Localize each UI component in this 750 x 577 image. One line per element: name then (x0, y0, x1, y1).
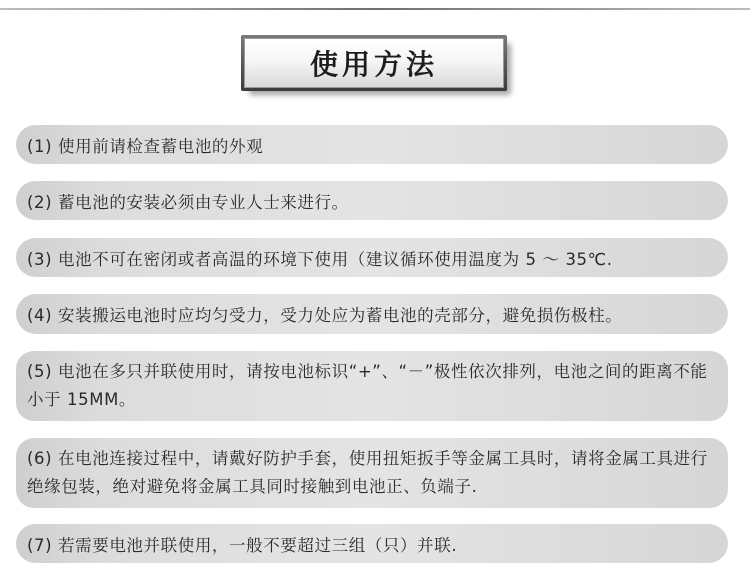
instruction-text-6: (6) 在电池连接过程中，请戴好防护手套，使用扭矩扳手等金属工具时，请将金属工具进行绝缘包装，绝对避免将金属工具同时接触到电池正、负端子. (27, 449, 708, 496)
instruction-text-1: (1) 使用前请检查蓄电池的外观 (27, 136, 264, 156)
page-title: 使用方法 (309, 48, 438, 81)
instruction-item-4 (16, 294, 728, 334)
instruction-text-4: (4) 安装搬运电池时应均匀受力，受力处应为蓄电池的壳部分，避免损伤极柱。 (27, 306, 623, 325)
instruction-text-7: (7) 若需要电池并联使用，一般不要超过三组（只）并联. (27, 535, 458, 555)
instruction-item-1 (16, 125, 728, 164)
instruction-text-5: (5) 电池在多只并联使用时，请按电池标识“+”、“－”极性依次排列，电池之间的距离不能小于 15MM。 (27, 362, 708, 409)
instruction-text-2: (2) 蓄电池的安装必须由专业人士来进行。 (27, 192, 349, 212)
instruction-item-3 (16, 238, 728, 277)
title-banner-inner (244, 38, 504, 88)
instruction-item-7 (16, 524, 728, 563)
instruction-item-2 (16, 181, 728, 220)
instruction-item-6 (16, 438, 728, 508)
instruction-text-3: (3) 电池不可在密闭或者高温的环境下使用（建议循环使用温度为 5 ～ 35℃. (27, 249, 613, 269)
instruction-item-5 (16, 351, 728, 421)
title-banner (241, 35, 507, 91)
top-divider (0, 8, 750, 10)
